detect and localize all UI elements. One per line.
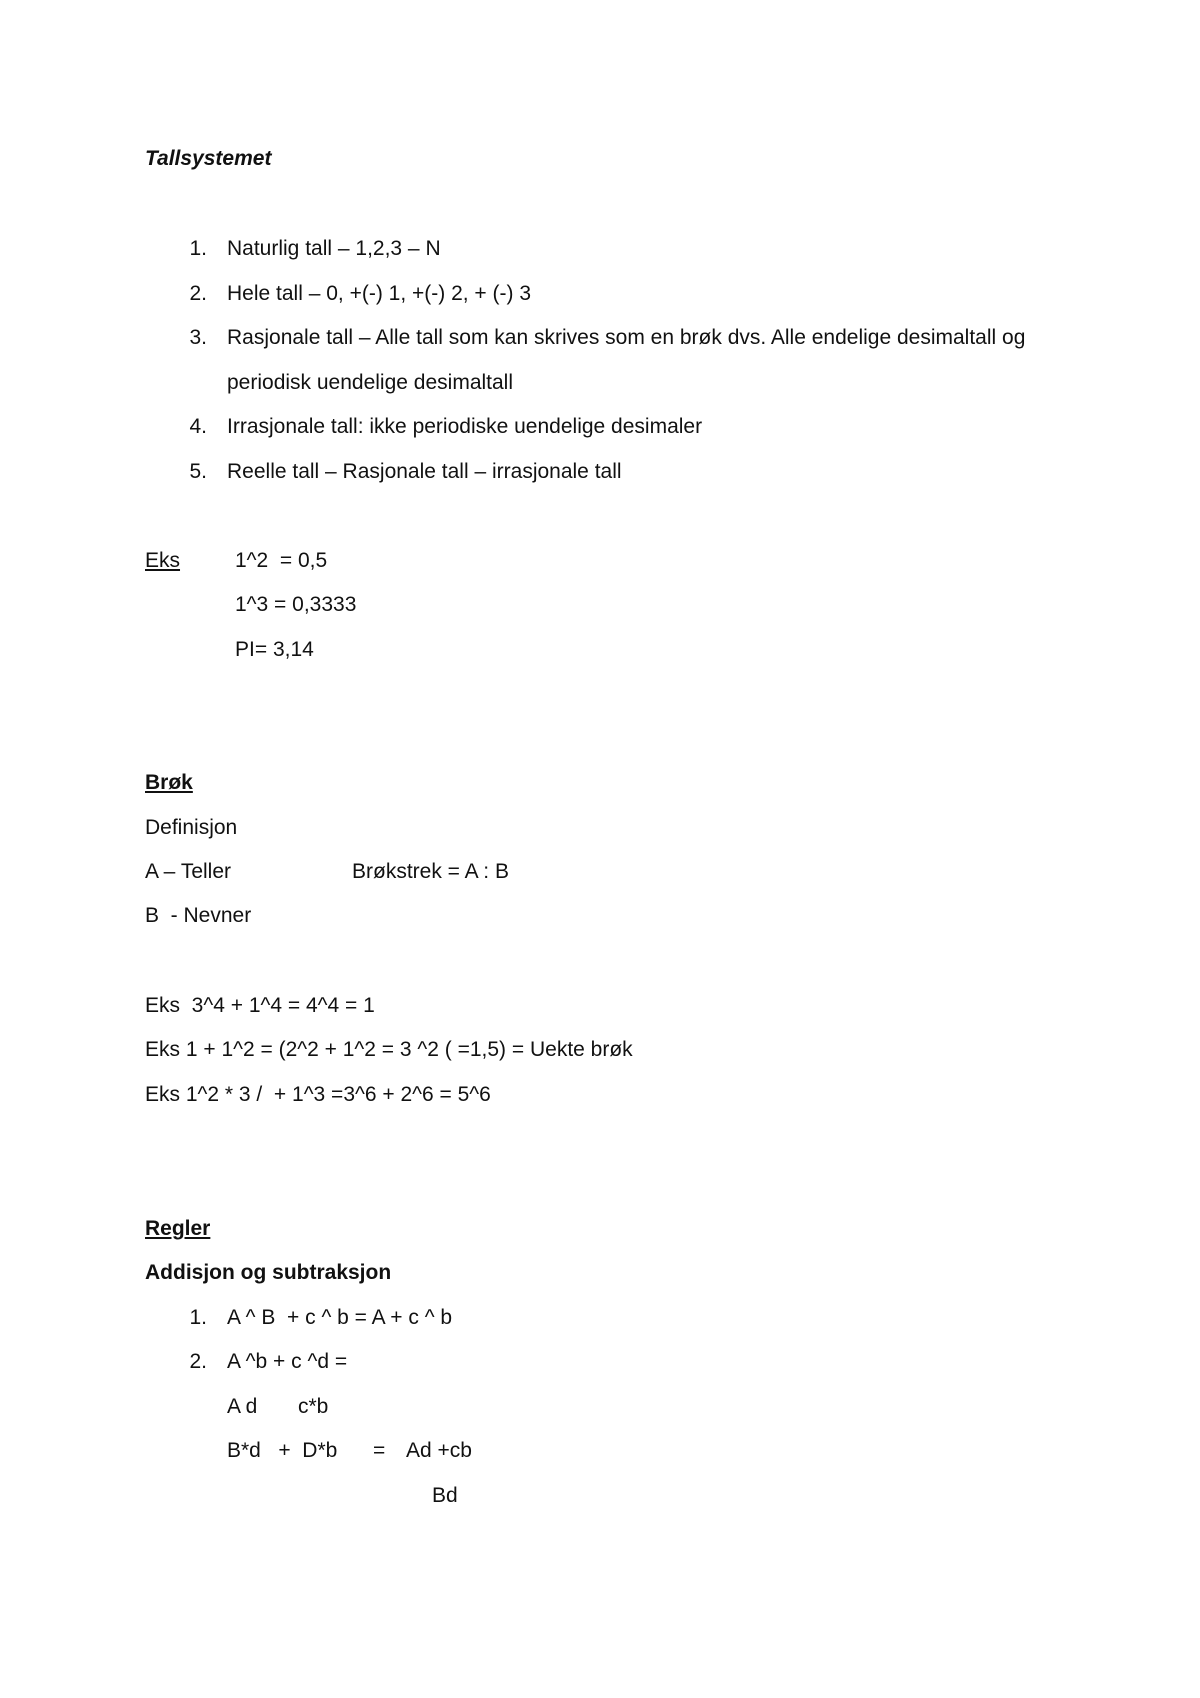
equals-sign: = <box>373 1439 386 1462</box>
list-item <box>173 238 441 259</box>
result-numerator: Ad +cb <box>406 1439 472 1462</box>
fraction-denominators: B*d + D*b <box>227 1439 338 1462</box>
rule-number: 2. <box>189 1350 207 1373</box>
list-number: 5. <box>189 460 207 483</box>
list-text: Irrasjonale tall: ikke periodiske uendelige desimaler <box>227 415 703 438</box>
eks-line: PI= 3,14 <box>235 638 314 661</box>
section-heading-regler: Regler <box>145 1217 211 1240</box>
section-heading-brok: Brøk <box>145 771 193 794</box>
rule-text: A ^ B + c ^ b = A + c ^ b <box>227 1306 453 1329</box>
subheading: Addisjon og subtraksjon <box>145 1261 392 1284</box>
page-title: Tallsystemet <box>145 147 272 170</box>
brokstrek-line: Brøkstrek = A : B <box>352 860 509 883</box>
fraction-numerator-left: A d <box>227 1395 258 1418</box>
list-number: 1. <box>189 237 207 260</box>
example-line: Eks 3^4 + 1^4 = 4^4 = 1 <box>145 994 375 1017</box>
definition-label: Definisjon <box>145 816 238 839</box>
eks-label: Eks <box>145 549 181 572</box>
result-denominator: Bd <box>432 1484 458 1507</box>
list-item-continuation: periodisk uendelige desimaltall <box>227 371 514 394</box>
list-text: Hele tall – 0, +(-) 1, +(-) 2, + (-) 3 <box>227 282 532 305</box>
list-item <box>173 283 531 304</box>
example-line: Eks 1 + 1^2 = (2^2 + 1^2 = 3 ^2 ( =1,5) = Uekte brøk <box>145 1038 633 1061</box>
teller-line: A – Teller <box>145 860 231 883</box>
list-text: Rasjonale tall – Alle tall som kan skrives som en brøk dvs. Alle endelige desimaltall og <box>227 326 1026 349</box>
example-line: Eks 1^2 * 3 / + 1^3 =3^6 + 2^6 = 5^6 <box>145 1083 491 1106</box>
fraction-numerator-right: c*b <box>298 1395 329 1418</box>
list-text: Reelle tall – Rasjonale tall – irrasjonale tall <box>227 460 622 483</box>
nevner-line: B - Nevner <box>145 904 252 927</box>
list-number: 2. <box>189 282 207 305</box>
eks-line: 1^3 = 0,3333 <box>235 593 357 616</box>
list-item <box>173 461 622 482</box>
eks-line: 1^2 = 0,5 <box>235 549 328 572</box>
list-text: Naturlig tall – 1,2,3 – N <box>227 237 441 260</box>
list-number: 4. <box>189 415 207 438</box>
rule-number: 1. <box>189 1306 207 1329</box>
list-number: 3. <box>189 326 207 349</box>
list-item <box>173 327 1025 348</box>
rule-item <box>173 1351 347 1372</box>
list-item <box>173 416 702 437</box>
rule-item <box>173 1307 452 1328</box>
rule-text: A ^b + c ^d = <box>227 1350 348 1373</box>
